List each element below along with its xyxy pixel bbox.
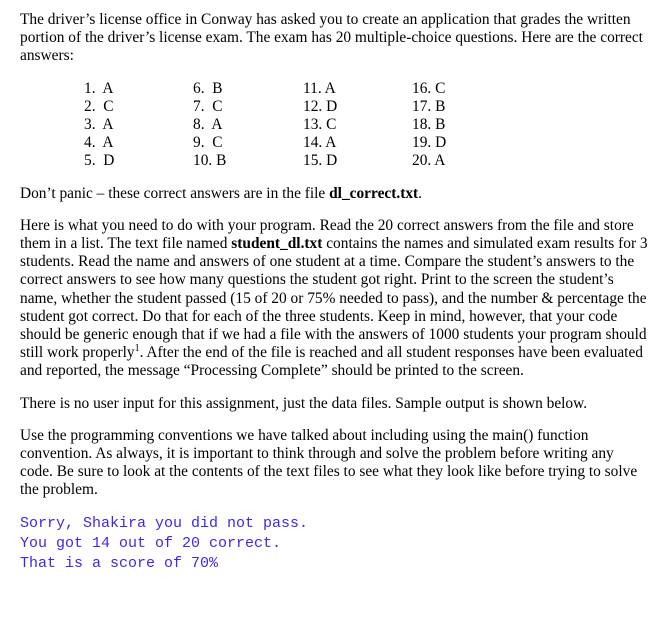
answer-item: 6. B	[193, 79, 223, 97]
no-input-paragraph: There is no user input for this assignment, just the data files. Sample output is shown below.	[20, 394, 588, 412]
task-text-a: Here is what you need to do with your program. Read the 20 correct answers from the file and store them in a list. The text file named	[20, 216, 634, 252]
answer-item: 15. D	[303, 152, 338, 170]
task-text-c: . After the end of the file is reached and all student responses have been evaluated and reported, the message “Processing Complete” should be printed to the screen.	[20, 344, 643, 380]
answer-item: 16. C	[412, 79, 446, 97]
output-line: That is a score of 70%	[20, 554, 219, 572]
answer-item: 3. A	[84, 115, 114, 133]
correct-file-name: dl_correct.txt	[329, 184, 419, 202]
answer-item: 8. A	[193, 115, 223, 133]
answer-item: 19. D	[412, 134, 447, 152]
student-file-name: student_dl.txt	[231, 234, 323, 252]
answer-item: 4. A	[84, 134, 114, 152]
answer-key-grid	[84, 80, 650, 171]
answer-item: 2. C	[84, 97, 114, 115]
document	[20, 11, 650, 574]
conventions-paragraph: Use the programming conventions we have talked about including using the main() function convention. As always, it is important to think through and solve the problem before writing any code. Be sure to look at the contents of the text files to see what they look like before trying to solve the problem.	[20, 426, 638, 499]
answer-item: 1. A	[84, 79, 114, 97]
answer-item: 11. A	[303, 79, 336, 97]
panic-paragraph	[20, 185, 650, 203]
output-line: Sorry, Shakira you did not pass.	[20, 514, 309, 532]
footnote-marker: 1	[134, 343, 140, 355]
answer-item: 12. D	[303, 97, 338, 115]
answer-item: 14. A	[303, 134, 337, 152]
answer-item: 18. B	[412, 115, 446, 133]
intro-paragraph: The driver’s license office in Conway has asked you to create an application that grades the written portion of the driver’s license exam. The exam has 20 multiple-choice questions. Here are the correct answers:	[20, 11, 643, 65]
answer-item: 9. C	[193, 134, 223, 152]
task-text-b: contains the names and simulated exam results for 3 students. Read the name and answers of one student at a time. Compare the student’s answers to the correct answers to see how many questions the student got right. Print to the screen the student’s name, whether the student passed (15 of 20 or 75% needed to pass), and the number & percentage the student got correct. Do that for each of the three students. Keep in mind, however, that your code should be generic enough that if we had a file with the answers of 1000 students your program should still work properly	[20, 234, 648, 362]
answer-item: 20. A	[412, 152, 446, 170]
answer-item: 10. B	[193, 152, 227, 170]
answer-item: 13. C	[303, 115, 337, 133]
sample-output	[20, 514, 650, 574]
panic-end: .	[418, 184, 423, 202]
output-line: You got 14 out of 20 correct.	[20, 534, 282, 552]
task-paragraph	[20, 217, 650, 381]
answer-item: 5. D	[84, 152, 115, 170]
answer-item: 17. B	[412, 97, 446, 115]
answer-item: 7. C	[193, 97, 223, 115]
panic-text: Don’t panic – these correct answers are in the file	[20, 184, 330, 202]
